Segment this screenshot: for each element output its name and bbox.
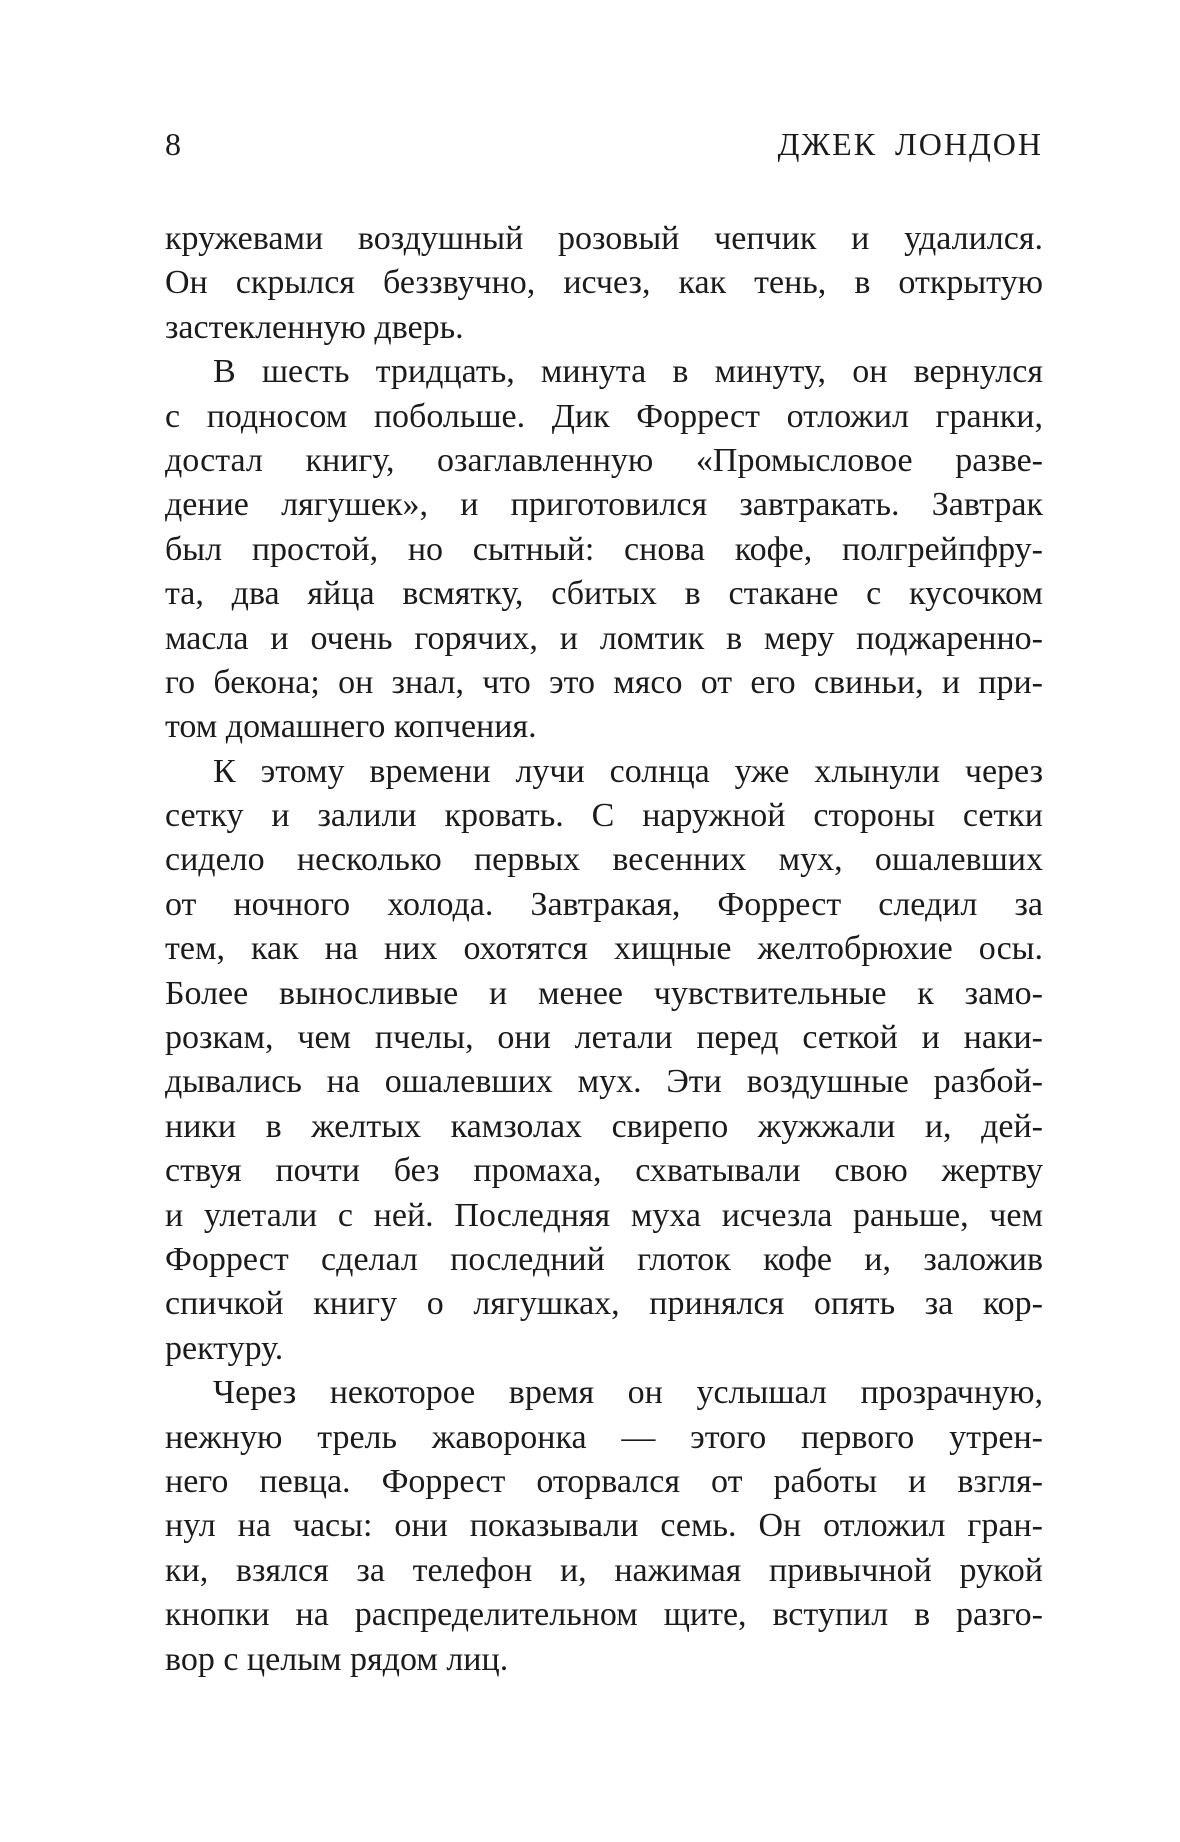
text-line: Он скрылся беззвучно, исчез, как тень, в открытую bbox=[165, 264, 1043, 302]
text-line: кружевами воздушный розовый чепчик и удалился. bbox=[165, 220, 1043, 257]
text-line: застекленную дверь. bbox=[165, 308, 464, 346]
page-body bbox=[165, 217, 1043, 1682]
text-line: Форрест сделал последний глоток кофе и, заложив bbox=[165, 1240, 1043, 1278]
text-line: та, два яйца всмятку, сбитых в стакане с кусочком bbox=[165, 575, 1043, 613]
paragraph bbox=[165, 1371, 1043, 1682]
text-line: спичкой книгу о лягушках, принялся опять за кор- bbox=[165, 1285, 1043, 1323]
text-line: тем, как на них охотятся хищные желтобрюхие осы. bbox=[165, 930, 1043, 968]
page-header bbox=[165, 126, 1043, 162]
text-line: кнопки на распределительном щите, вступил в разго- bbox=[165, 1596, 1043, 1634]
text-line: Более выносливые и менее чувствительные к замо- bbox=[165, 974, 1043, 1012]
text-line: В шесть тридцать, минута в минуту, он вернулся bbox=[213, 353, 1043, 391]
text-line: ствуя почти без промаха, схватывали свою жертву bbox=[165, 1152, 1043, 1190]
text-line: К этому времени лучи солнца уже хлынули через bbox=[213, 752, 1043, 790]
text-line: него певца. Форрест оторвался от работы и взгля- bbox=[165, 1462, 1043, 1500]
text-line: от ночного холода. Завтракая, Форрест следил за bbox=[165, 885, 1043, 923]
paragraph bbox=[165, 750, 1043, 1371]
text-line: с подносом побольше. Дик Форрест отложил гранки, bbox=[165, 397, 1043, 435]
text-line: дывались на ошалевших мух. Эти воздушные разбой- bbox=[165, 1063, 1043, 1101]
text-line: розкам, чем пчелы, они летали перед сеткой и наки- bbox=[165, 1019, 1043, 1057]
text-line: ректуру. bbox=[165, 1329, 284, 1367]
text-line: нежную трель жаворонка — этого первого утрен- bbox=[165, 1418, 1043, 1456]
text-line: достал книгу, озаглавленную «Промысловое разве- bbox=[165, 441, 1043, 479]
running-title: ДЖЕК ЛОНДОН bbox=[777, 126, 1043, 162]
text-line: и улетали с ней. Последняя муха исчезла раньше, чем bbox=[165, 1196, 1043, 1234]
paragraph bbox=[165, 217, 1043, 350]
text-line: го бекона; он знал, что это мясо от его свиньи, и при- bbox=[165, 663, 1043, 701]
text-line: Через некоторое время он услышал прозрачную, bbox=[213, 1374, 1043, 1412]
text-line: дение лягушек», и приготовился завтракать. Завтрак bbox=[165, 486, 1043, 524]
text-line: вор с целым рядом лиц. bbox=[165, 1640, 509, 1678]
text-line: был простой, но сытный: снова кофе, полгрейпфру- bbox=[165, 530, 1043, 568]
text-line: масла и очень горячих, и ломтик в меру поджаренно- bbox=[165, 619, 1043, 657]
text-line: ки, взялся за телефон и, нажимая привычной рукой bbox=[165, 1551, 1043, 1589]
text-line: том домашнего копчения. bbox=[165, 708, 537, 746]
text-line: сидело несколько первых весенних мух, ошалевших bbox=[165, 841, 1043, 879]
page-number: 8 bbox=[165, 126, 181, 162]
text-line: ники в желтых камзолах свирепо жужжали и, дей- bbox=[165, 1107, 1043, 1145]
text-line: нул на часы: они показывали семь. Он отложил гран- bbox=[165, 1507, 1043, 1545]
text-line: сетку и залили кровать. С наружной стороны сетки bbox=[165, 797, 1043, 835]
paragraph bbox=[165, 350, 1043, 750]
